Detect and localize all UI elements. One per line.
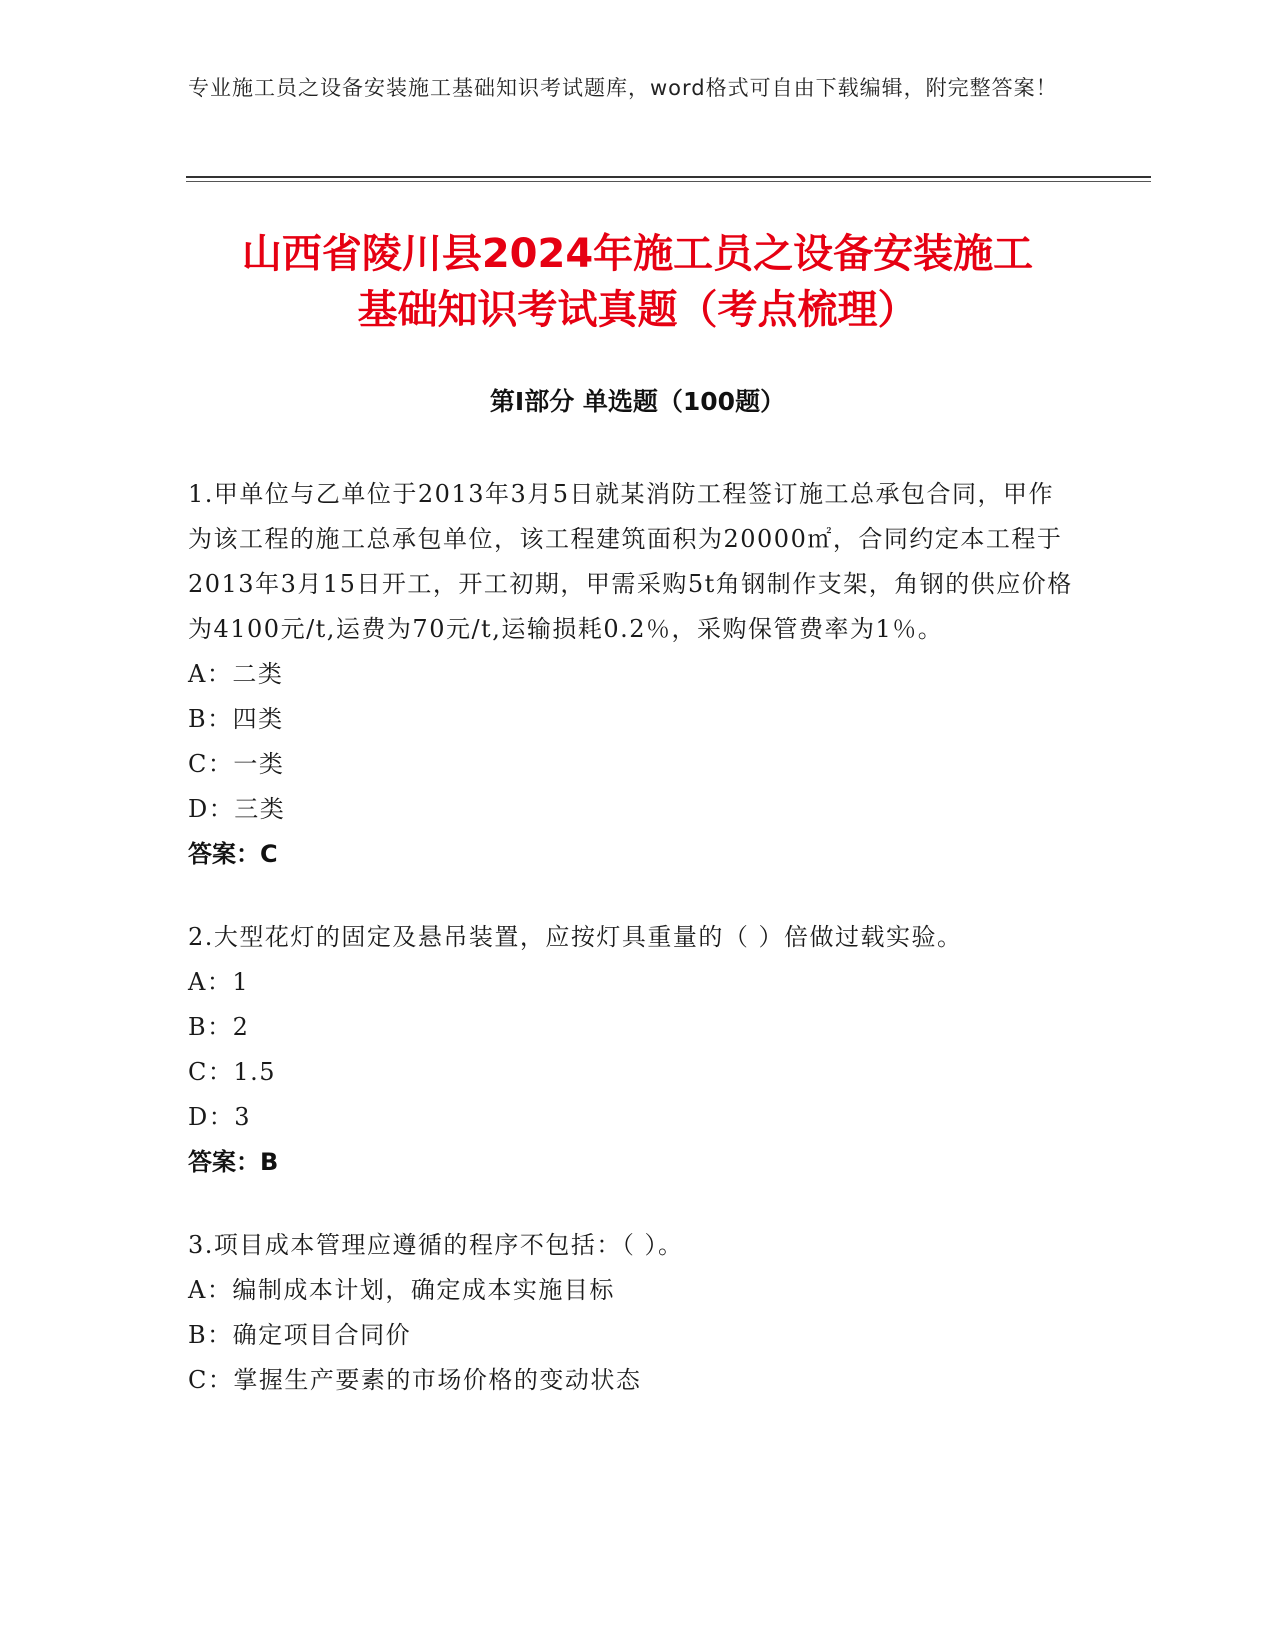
- option-b: B：2: [188, 1013, 250, 1041]
- option-d: D：三类: [188, 795, 286, 823]
- option-a: A：1: [188, 968, 250, 996]
- document-title: [160, 226, 1115, 338]
- document-title-line-1: 山西省陵川县2024年施工员之设备安装施工: [241, 231, 1034, 277]
- question-stem: 2.大型花灯的固定及悬吊装置，应按灯具重量的（ ）倍做过载实验。: [188, 923, 963, 951]
- question-2: [188, 915, 1078, 1185]
- option-b: B：确定项目合同价: [188, 1321, 412, 1349]
- header-divider-thin: [186, 181, 1151, 182]
- section-title: 第Ⅰ部分 单选题（100题）: [489, 387, 786, 416]
- option-a: A：编制成本计划，确定成本实施目标: [188, 1276, 615, 1304]
- question-stem: 3.项目成本管理应遵循的程序不包括：（ ）。: [188, 1231, 684, 1259]
- option-c: C：掌握生产要素的市场价格的变动状态: [188, 1366, 642, 1394]
- header-note: 专业施工员之设备安装施工基础知识考试题库，word格式可自由下载编辑，附完整答案！: [188, 76, 1058, 100]
- question-3: [188, 1223, 1078, 1403]
- question-stem: 1.甲单位与乙单位于2013年3月5日就某消防工程签订施工总承包合同，甲作为该工程的施工总承包单位，该工程建筑面积为20000㎡，合同约定本工程于2013年3月15日开工，开工初期，甲需采购5t角钢制作支架，角钢的供应价格为4100元/t,运费为70元/t,运输损耗0.2％，采购保管费率为1％。: [188, 480, 1073, 643]
- answer: 答案：B: [188, 1148, 279, 1176]
- document-title-line-2: 基础知识考试真题（考点梳理）: [357, 287, 918, 333]
- option-b: B：四类: [188, 705, 284, 733]
- header-divider-thick: [186, 176, 1151, 178]
- option-d: D：3: [188, 1103, 252, 1131]
- question-1: [188, 472, 1078, 877]
- question-list: [188, 472, 1078, 1441]
- option-c: C：一类: [188, 750, 285, 778]
- option-a: A：二类: [188, 660, 284, 688]
- answer: 答案：C: [188, 840, 278, 868]
- option-c: C：1.5: [188, 1058, 277, 1086]
